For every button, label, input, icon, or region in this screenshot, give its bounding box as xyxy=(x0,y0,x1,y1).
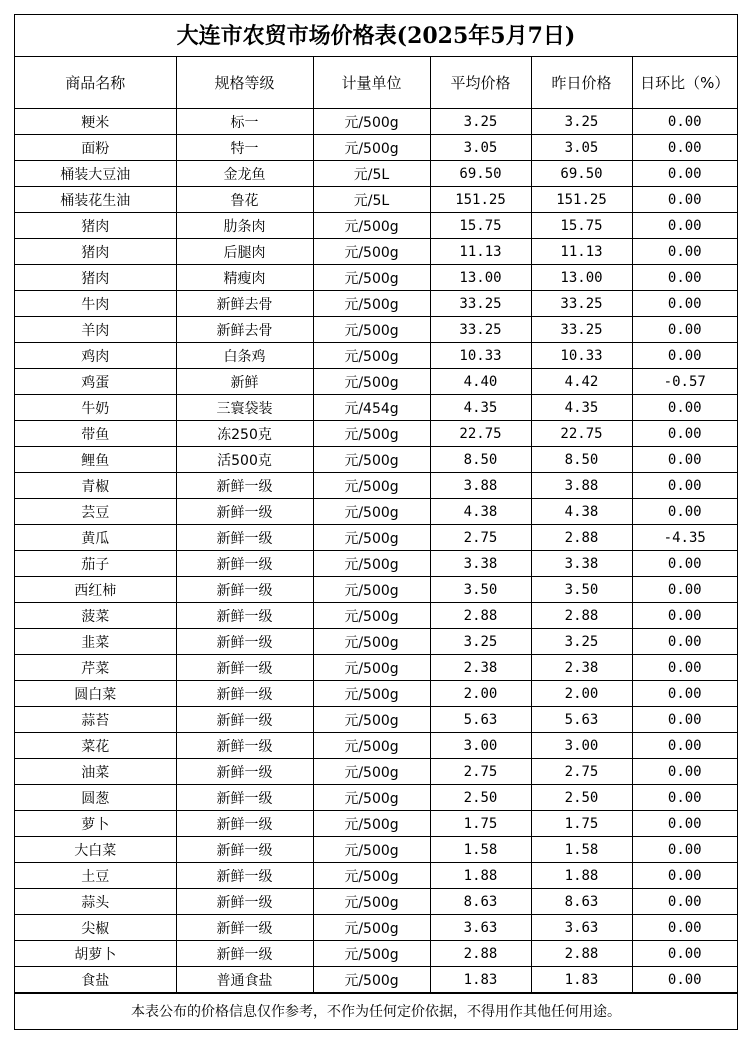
product-name-cell: 牛奶 xyxy=(15,395,176,421)
average-price-cell: 8.63 xyxy=(430,889,531,915)
table-row xyxy=(15,473,737,499)
day-change-cell: 0.00 xyxy=(632,473,737,499)
price-sheet xyxy=(14,14,738,1030)
average-price-cell: 1.58 xyxy=(430,837,531,863)
unit-cell: 元/500g xyxy=(313,759,430,785)
average-price-cell: 11.13 xyxy=(430,239,531,265)
day-change-cell: 0.00 xyxy=(632,603,737,629)
spec-grade-cell: 新鲜一级 xyxy=(176,915,313,941)
spec-grade-cell: 新鲜一级 xyxy=(176,499,313,525)
average-price-cell: 2.75 xyxy=(430,759,531,785)
average-price-cell: 4.38 xyxy=(430,499,531,525)
product-name-cell: 猪肉 xyxy=(15,265,176,291)
day-change-cell: 0.00 xyxy=(632,421,737,447)
table-row xyxy=(15,941,737,967)
product-name-cell: 蒜头 xyxy=(15,889,176,915)
product-name-cell: 带鱼 xyxy=(15,421,176,447)
unit-cell: 元/5L xyxy=(313,161,430,187)
day-change-cell: 0.00 xyxy=(632,863,737,889)
average-price-cell: 3.38 xyxy=(430,551,531,577)
yesterday-price-cell: 2.88 xyxy=(531,603,632,629)
table-row xyxy=(15,447,737,473)
day-change-cell: 0.00 xyxy=(632,681,737,707)
product-name-cell: 菠菜 xyxy=(15,603,176,629)
table-row xyxy=(15,655,737,681)
table-row xyxy=(15,291,737,317)
spec-grade-cell: 新鲜一级 xyxy=(176,551,313,577)
yesterday-price-cell: 11.13 xyxy=(531,239,632,265)
unit-cell: 元/500g xyxy=(313,551,430,577)
product-name-cell: 鲤鱼 xyxy=(15,447,176,473)
spec-grade-cell: 新鲜一级 xyxy=(176,863,313,889)
table-row xyxy=(15,317,737,343)
day-change-cell: 0.00 xyxy=(632,187,737,213)
day-change-cell: 0.00 xyxy=(632,265,737,291)
table-row xyxy=(15,603,737,629)
unit-cell: 元/500g xyxy=(313,369,430,395)
header-average-price: 平均价格 xyxy=(430,57,531,109)
spec-grade-cell: 金龙鱼 xyxy=(176,161,313,187)
average-price-cell: 2.75 xyxy=(430,525,531,551)
product-name-cell: 食盐 xyxy=(15,967,176,993)
day-change-cell: 0.00 xyxy=(632,317,737,343)
day-change-cell: 0.00 xyxy=(632,577,737,603)
day-change-cell: 0.00 xyxy=(632,161,737,187)
spec-grade-cell: 新鲜一级 xyxy=(176,629,313,655)
average-price-cell: 1.75 xyxy=(430,811,531,837)
header-day-change: 日环比（%） xyxy=(632,57,737,109)
unit-cell: 元/500g xyxy=(313,109,430,135)
yesterday-price-cell: 33.25 xyxy=(531,291,632,317)
product-name-cell: 韭菜 xyxy=(15,629,176,655)
day-change-cell: 0.00 xyxy=(632,109,737,135)
unit-cell: 元/500g xyxy=(313,707,430,733)
spec-grade-cell: 新鲜一级 xyxy=(176,525,313,551)
spec-grade-cell: 新鲜一级 xyxy=(176,837,313,863)
spec-grade-cell: 精瘦肉 xyxy=(176,265,313,291)
day-change-cell: 0.00 xyxy=(632,759,737,785)
spec-grade-cell: 新鲜一级 xyxy=(176,681,313,707)
average-price-cell: 4.40 xyxy=(430,369,531,395)
spec-grade-cell: 新鲜一级 xyxy=(176,759,313,785)
average-price-cell: 151.25 xyxy=(430,187,531,213)
day-change-cell: 0.00 xyxy=(632,941,737,967)
yesterday-price-cell: 1.83 xyxy=(531,967,632,993)
average-price-cell: 13.00 xyxy=(430,265,531,291)
product-name-cell: 桶装大豆油 xyxy=(15,161,176,187)
yesterday-price-cell: 8.50 xyxy=(531,447,632,473)
unit-cell: 元/500g xyxy=(313,499,430,525)
product-name-cell: 菜花 xyxy=(15,733,176,759)
spec-grade-cell: 新鲜一级 xyxy=(176,889,313,915)
day-change-cell: 0.00 xyxy=(632,239,737,265)
product-name-cell: 大白菜 xyxy=(15,837,176,863)
spec-grade-cell: 新鲜一级 xyxy=(176,655,313,681)
table-row xyxy=(15,837,737,863)
spec-grade-cell: 活500克 xyxy=(176,447,313,473)
table-row xyxy=(15,213,737,239)
spec-grade-cell: 新鲜一级 xyxy=(176,577,313,603)
yesterday-price-cell: 3.50 xyxy=(531,577,632,603)
yesterday-price-cell: 3.25 xyxy=(531,629,632,655)
unit-cell: 元/500g xyxy=(313,733,430,759)
table-row xyxy=(15,187,737,213)
unit-cell: 元/500g xyxy=(313,603,430,629)
average-price-cell: 69.50 xyxy=(430,161,531,187)
average-price-cell: 8.50 xyxy=(430,447,531,473)
table-row xyxy=(15,161,737,187)
table-row xyxy=(15,629,737,655)
day-change-cell: 0.00 xyxy=(632,135,737,161)
day-change-cell: 0.00 xyxy=(632,395,737,421)
table-row xyxy=(15,551,737,577)
average-price-cell: 2.50 xyxy=(430,785,531,811)
table-row xyxy=(15,681,737,707)
spec-grade-cell: 三寰袋装 xyxy=(176,395,313,421)
spec-grade-cell: 标一 xyxy=(176,109,313,135)
price-table xyxy=(15,57,737,993)
product-name-cell: 圆白菜 xyxy=(15,681,176,707)
unit-cell: 元/500g xyxy=(313,473,430,499)
yesterday-price-cell: 4.42 xyxy=(531,369,632,395)
page-title: 大连市农贸市场价格表(2025年5月7日) xyxy=(15,15,737,57)
day-change-cell: 0.00 xyxy=(632,629,737,655)
product-name-cell: 鸡蛋 xyxy=(15,369,176,395)
unit-cell: 元/500g xyxy=(313,915,430,941)
table-row xyxy=(15,707,737,733)
average-price-cell: 4.35 xyxy=(430,395,531,421)
spec-grade-cell: 新鲜一级 xyxy=(176,603,313,629)
yesterday-price-cell: 3.25 xyxy=(531,109,632,135)
average-price-cell: 3.63 xyxy=(430,915,531,941)
spec-grade-cell: 白条鸡 xyxy=(176,343,313,369)
product-name-cell: 面粉 xyxy=(15,135,176,161)
product-name-cell: 萝卜 xyxy=(15,811,176,837)
spec-grade-cell: 肋条肉 xyxy=(176,213,313,239)
product-name-cell: 羊肉 xyxy=(15,317,176,343)
unit-cell: 元/500g xyxy=(313,421,430,447)
average-price-cell: 1.83 xyxy=(430,967,531,993)
yesterday-price-cell: 3.00 xyxy=(531,733,632,759)
average-price-cell: 2.38 xyxy=(430,655,531,681)
yesterday-price-cell: 4.38 xyxy=(531,499,632,525)
yesterday-price-cell: 1.88 xyxy=(531,863,632,889)
spec-grade-cell: 新鲜一级 xyxy=(176,785,313,811)
product-name-cell: 油菜 xyxy=(15,759,176,785)
spec-grade-cell: 新鲜一级 xyxy=(176,473,313,499)
unit-cell: 元/500g xyxy=(313,863,430,889)
day-change-cell: 0.00 xyxy=(632,499,737,525)
unit-cell: 元/500g xyxy=(313,889,430,915)
yesterday-price-cell: 2.88 xyxy=(531,525,632,551)
table-row xyxy=(15,109,737,135)
average-price-cell: 5.63 xyxy=(430,707,531,733)
table-row xyxy=(15,785,737,811)
spec-grade-cell: 后腿肉 xyxy=(176,239,313,265)
product-name-cell: 芸豆 xyxy=(15,499,176,525)
day-change-cell: -0.57 xyxy=(632,369,737,395)
unit-cell: 元/500g xyxy=(313,811,430,837)
table-row xyxy=(15,135,737,161)
product-name-cell: 蒜苔 xyxy=(15,707,176,733)
yesterday-price-cell: 13.00 xyxy=(531,265,632,291)
header-product-name: 商品名称 xyxy=(15,57,176,109)
spec-grade-cell: 新鲜一级 xyxy=(176,941,313,967)
product-name-cell: 鸡肉 xyxy=(15,343,176,369)
day-change-cell: 0.00 xyxy=(632,785,737,811)
table-row xyxy=(15,499,737,525)
spec-grade-cell: 鲁花 xyxy=(176,187,313,213)
product-name-cell: 牛肉 xyxy=(15,291,176,317)
table-row xyxy=(15,759,737,785)
yesterday-price-cell: 4.35 xyxy=(531,395,632,421)
average-price-cell: 3.25 xyxy=(430,629,531,655)
product-name-cell: 土豆 xyxy=(15,863,176,889)
day-change-cell: 0.00 xyxy=(632,213,737,239)
product-name-cell: 茄子 xyxy=(15,551,176,577)
spec-grade-cell: 新鲜一级 xyxy=(176,707,313,733)
day-change-cell: 0.00 xyxy=(632,447,737,473)
unit-cell: 元/5L xyxy=(313,187,430,213)
yesterday-price-cell: 33.25 xyxy=(531,317,632,343)
product-name-cell: 尖椒 xyxy=(15,915,176,941)
table-row xyxy=(15,525,737,551)
average-price-cell: 3.50 xyxy=(430,577,531,603)
yesterday-price-cell: 15.75 xyxy=(531,213,632,239)
unit-cell: 元/500g xyxy=(313,525,430,551)
product-name-cell: 西红柿 xyxy=(15,577,176,603)
spec-grade-cell: 特一 xyxy=(176,135,313,161)
average-price-cell: 10.33 xyxy=(430,343,531,369)
unit-cell: 元/500g xyxy=(313,239,430,265)
day-change-cell: 0.00 xyxy=(632,811,737,837)
unit-cell: 元/500g xyxy=(313,291,430,317)
unit-cell: 元/500g xyxy=(313,785,430,811)
table-body xyxy=(15,109,737,993)
product-name-cell: 黄瓜 xyxy=(15,525,176,551)
header-yesterday-price: 昨日价格 xyxy=(531,57,632,109)
spec-grade-cell: 普通食盐 xyxy=(176,967,313,993)
yesterday-price-cell: 3.63 xyxy=(531,915,632,941)
yesterday-price-cell: 2.38 xyxy=(531,655,632,681)
unit-cell: 元/500g xyxy=(313,655,430,681)
average-price-cell: 2.88 xyxy=(430,603,531,629)
day-change-cell: 0.00 xyxy=(632,837,737,863)
day-change-cell: -4.35 xyxy=(632,525,737,551)
yesterday-price-cell: 5.63 xyxy=(531,707,632,733)
day-change-cell: 0.00 xyxy=(632,889,737,915)
day-change-cell: 0.00 xyxy=(632,655,737,681)
day-change-cell: 0.00 xyxy=(632,915,737,941)
unit-cell: 元/500g xyxy=(313,265,430,291)
unit-cell: 元/500g xyxy=(313,317,430,343)
spec-grade-cell: 新鲜去骨 xyxy=(176,317,313,343)
average-price-cell: 3.00 xyxy=(430,733,531,759)
product-name-cell: 青椒 xyxy=(15,473,176,499)
product-name-cell: 桶装花生油 xyxy=(15,187,176,213)
product-name-cell: 胡萝卜 xyxy=(15,941,176,967)
yesterday-price-cell: 22.75 xyxy=(531,421,632,447)
average-price-cell: 15.75 xyxy=(430,213,531,239)
average-price-cell: 1.88 xyxy=(430,863,531,889)
spec-grade-cell: 新鲜一级 xyxy=(176,811,313,837)
table-row xyxy=(15,395,737,421)
table-header-row xyxy=(15,57,737,109)
table-row xyxy=(15,369,737,395)
unit-cell: 元/500g xyxy=(313,343,430,369)
product-name-cell: 芹菜 xyxy=(15,655,176,681)
yesterday-price-cell: 3.38 xyxy=(531,551,632,577)
product-name-cell: 粳米 xyxy=(15,109,176,135)
day-change-cell: 0.00 xyxy=(632,967,737,993)
yesterday-price-cell: 2.75 xyxy=(531,759,632,785)
table-row xyxy=(15,863,737,889)
table-row xyxy=(15,421,737,447)
product-name-cell: 猪肉 xyxy=(15,239,176,265)
unit-cell: 元/500g xyxy=(313,577,430,603)
table-row xyxy=(15,577,737,603)
average-price-cell: 2.00 xyxy=(430,681,531,707)
yesterday-price-cell: 151.25 xyxy=(531,187,632,213)
yesterday-price-cell: 10.33 xyxy=(531,343,632,369)
average-price-cell: 3.88 xyxy=(430,473,531,499)
day-change-cell: 0.00 xyxy=(632,551,737,577)
spec-grade-cell: 新鲜去骨 xyxy=(176,291,313,317)
disclaimer-text: 本表公布的价格信息仅作参考，不作为任何定价依据，不得用作其他任何用途。 xyxy=(15,993,737,1030)
header-unit: 计量单位 xyxy=(313,57,430,109)
yesterday-price-cell: 2.88 xyxy=(531,941,632,967)
table-row xyxy=(15,811,737,837)
product-name-cell: 猪肉 xyxy=(15,213,176,239)
average-price-cell: 33.25 xyxy=(430,317,531,343)
average-price-cell: 22.75 xyxy=(430,421,531,447)
average-price-cell: 3.25 xyxy=(430,109,531,135)
table-row xyxy=(15,343,737,369)
day-change-cell: 0.00 xyxy=(632,343,737,369)
average-price-cell: 2.88 xyxy=(430,941,531,967)
day-change-cell: 0.00 xyxy=(632,707,737,733)
yesterday-price-cell: 1.75 xyxy=(531,811,632,837)
table-row xyxy=(15,889,737,915)
yesterday-price-cell: 3.88 xyxy=(531,473,632,499)
table-row xyxy=(15,265,737,291)
unit-cell: 元/454g xyxy=(313,395,430,421)
product-name-cell: 圆葱 xyxy=(15,785,176,811)
yesterday-price-cell: 2.00 xyxy=(531,681,632,707)
day-change-cell: 0.00 xyxy=(632,733,737,759)
unit-cell: 元/500g xyxy=(313,967,430,993)
unit-cell: 元/500g xyxy=(313,213,430,239)
spec-grade-cell: 新鲜 xyxy=(176,369,313,395)
table-row xyxy=(15,239,737,265)
average-price-cell: 3.05 xyxy=(430,135,531,161)
unit-cell: 元/500g xyxy=(313,629,430,655)
average-price-cell: 33.25 xyxy=(430,291,531,317)
header-spec-grade: 规格等级 xyxy=(176,57,313,109)
unit-cell: 元/500g xyxy=(313,837,430,863)
yesterday-price-cell: 2.50 xyxy=(531,785,632,811)
day-change-cell: 0.00 xyxy=(632,291,737,317)
yesterday-price-cell: 69.50 xyxy=(531,161,632,187)
yesterday-price-cell: 3.05 xyxy=(531,135,632,161)
yesterday-price-cell: 1.58 xyxy=(531,837,632,863)
yesterday-price-cell: 8.63 xyxy=(531,889,632,915)
unit-cell: 元/500g xyxy=(313,681,430,707)
table-row xyxy=(15,967,737,993)
spec-grade-cell: 新鲜一级 xyxy=(176,733,313,759)
unit-cell: 元/500g xyxy=(313,447,430,473)
table-row xyxy=(15,733,737,759)
unit-cell: 元/500g xyxy=(313,135,430,161)
table-row xyxy=(15,915,737,941)
spec-grade-cell: 冻250克 xyxy=(176,421,313,447)
unit-cell: 元/500g xyxy=(313,941,430,967)
